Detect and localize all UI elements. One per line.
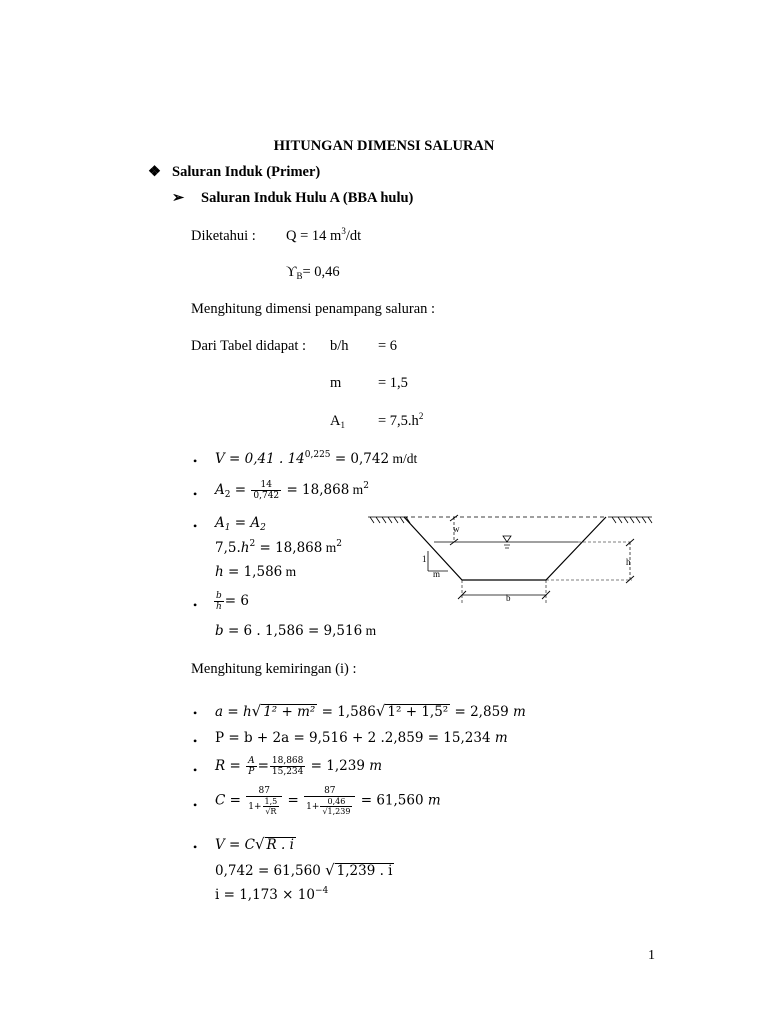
bullet-icon: • — [193, 487, 198, 501]
bullet-icon: • — [193, 598, 198, 612]
bullet-icon: • — [193, 840, 198, 854]
depth-result: h = 1,586 m — [215, 564, 297, 580]
section-heading: Saluran Induk (Primer) — [172, 164, 321, 180]
wetted-perimeter-equation: P = b + 2a = 9,516 + 2 .2,859 = 15,234 m — [215, 730, 508, 746]
diagram-label-b: b — [506, 593, 511, 603]
given-gamma: $ϒ_B= 0,46$ — [286, 264, 340, 281]
subsection-arrow-icon: ➢ — [172, 190, 185, 206]
channel-cross-section-diagram — [360, 505, 660, 610]
table-value: = 6 — [378, 338, 398, 354]
bullet-icon: • — [193, 706, 198, 720]
diagram-label-w: w — [453, 524, 460, 534]
bullet-icon: • — [193, 763, 198, 777]
chezy-coefficient-equation: C = 87 1+ $\frac{1,5}{√R}$ = 87 1+ $\frac{0,46}{√1,239}$ = 61,560 m — [215, 786, 441, 816]
table-value: = 1,5 — [378, 375, 408, 391]
area-equality: $A_1 = A_2$ — [215, 515, 266, 533]
width-result: b = 6 . 1,586 = 9,516 m — [215, 623, 377, 639]
ground-hatch-left — [368, 517, 410, 523]
page-number: 1 — [648, 948, 655, 963]
bullet-icon: • — [193, 454, 198, 468]
page-title: HITUNGAN DIMENSI SALURAN — [273, 138, 495, 154]
table-key: b/h — [330, 338, 349, 354]
velocity-equation: V = 0,41 . $14^{0,225} = 0,742$ m/dt — [215, 450, 418, 467]
slope-heading: Menghitung kemiringan (i) : — [191, 661, 357, 677]
table-key: $A_1$ — [330, 413, 345, 430]
bullet-icon: • — [193, 798, 198, 812]
given-discharge: Q = 14 $m^3/dt$ — [286, 226, 362, 244]
hydraulic-radius-equation: R = $\frac{A}{P}$ = $\frac{18,868}{15,234}$ = 1,239 m — [215, 756, 383, 777]
diagram-label-h: h — [626, 557, 631, 567]
diagram-label-one: 1 — [422, 554, 427, 564]
depth-squared-equation: $7,5.h^2 = 18,868$ $m^2$ — [215, 539, 342, 556]
ground-hatch-right — [608, 517, 652, 523]
side-length-equation: a = h√ 1² + m² = 1,586√ 1² + 1,5² = 2,859 m — [215, 702, 526, 720]
substitution-equation: 0,742 = 61,560 √ 1,239 . i — [215, 861, 393, 879]
cross-section-heading: Menghitung dimensi penampang saluran : — [191, 301, 436, 317]
subsection-heading: Saluran Induk Hulu A (BBA hulu) — [201, 190, 414, 206]
ratio-equation: $\frac{b}{h}$ = 6 — [216, 591, 249, 612]
table-value: = $7,5.h^2$ — [378, 411, 424, 429]
water-level-icon — [503, 536, 511, 542]
section-bullet-icon: ❖ — [148, 164, 161, 180]
chezy-velocity-equation: V = C√ R . i — [215, 835, 294, 853]
table-key: m — [330, 375, 342, 391]
given-label: Diketahui : — [191, 228, 256, 244]
diagram-label-m: m — [433, 569, 441, 579]
bullet-icon: • — [193, 734, 198, 748]
table-label: Dari Tabel didapat : — [191, 338, 307, 354]
bullet-icon: • — [193, 519, 198, 533]
slope-result: $i = 1,173 \times 10^{-4}$ — [215, 886, 329, 903]
area-a2-equation: $A_2$ = $\frac{14}{0,742}$ = 18,868 $m^2$ — [215, 480, 369, 501]
